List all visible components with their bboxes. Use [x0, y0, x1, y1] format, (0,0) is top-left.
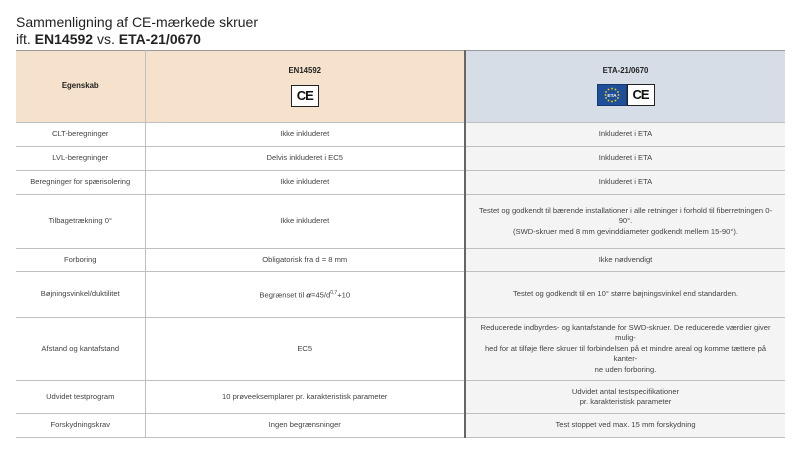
- row-en-value: Delvis inkluderet i EC5: [145, 147, 465, 171]
- title-vs: vs.: [96, 31, 115, 47]
- table-row: [16, 123, 785, 147]
- table-row: [16, 147, 785, 171]
- row-property: Forskydningskrav: [16, 414, 145, 438]
- title-standard-en: EN14592: [34, 31, 94, 47]
- table-row: [16, 195, 785, 249]
- title-line-1: Sammenligning af CE-mærkede skruer: [16, 14, 258, 30]
- table-header-row: [16, 51, 785, 123]
- row-property: CLT-beregninger: [16, 123, 145, 147]
- eta-text-line: (SWD-skruer med 8 mm gevinddiameter godkendt mellem 15-90°).: [512, 226, 739, 236]
- row-en-value: Ikke inkluderet: [145, 123, 465, 147]
- table-row: [16, 318, 785, 381]
- row-eta-value: [465, 381, 785, 414]
- eta-text-line: pr. karakteristisk parameter: [579, 397, 672, 406]
- ce-mark-icon-eta: CE: [627, 84, 655, 106]
- table-row: [16, 414, 785, 438]
- header-property: Egenskab: [16, 51, 145, 123]
- title-prefix: ift.: [16, 31, 31, 47]
- eta-eu-flag-icon: [597, 84, 627, 106]
- row-property: Forboring: [16, 249, 145, 272]
- row-eta-value: Inkluderet i ETA: [465, 123, 785, 147]
- title-standard-eta: ETA-21/0670: [118, 31, 201, 47]
- row-eta-value: Inkluderet i ETA: [465, 171, 785, 195]
- row-property: Afstand og kantafstand: [16, 318, 145, 381]
- page-title: [16, 14, 258, 48]
- eta-text-line: Testet og godkendt til bærende installationer i alle retninger i forhold til fiberretningen 0-90°.: [479, 205, 772, 226]
- eta-text-line: Reducerede indbyrdes- og kantafstande for SWD-skruer. De reducerede værdier giver mulig-: [480, 322, 771, 343]
- alpha-symbol: α: [306, 290, 312, 300]
- row-property: Bøjningsvinkel/duktilitet: [16, 272, 145, 318]
- title-line-2: [16, 31, 258, 48]
- eta-text-line: ne uden forboring.: [594, 364, 657, 374]
- row-eta-value: Testet og godkendt til en 10° større bøjningsvinkel end standarden.: [465, 272, 785, 318]
- header-eta-label: ETA-21/0670: [602, 65, 649, 75]
- table-row: [16, 381, 785, 414]
- row-eta-value: Ikke nødvendigt: [465, 249, 785, 272]
- row-eta-value: [465, 195, 785, 249]
- eta-text-line: Udvidet antal testspecifikationer: [571, 386, 680, 396]
- row-en-value: Ikke inkluderet: [145, 195, 465, 249]
- row-eta-value: [465, 318, 785, 381]
- row-eta-value: Test stoppet ved max. 15 mm forskydning: [465, 414, 785, 438]
- row-en-value: Ikke inkluderet: [145, 171, 465, 195]
- row-eta-value: Inkluderet i ETA: [465, 147, 785, 171]
- row-en-value: EC5: [145, 318, 465, 381]
- row-property: Beregninger for spærisolering: [16, 171, 145, 195]
- table-row: [16, 249, 785, 272]
- table-row: [16, 272, 785, 318]
- table-row: [16, 171, 785, 195]
- eta-text-line: hed for at tilføje flere skruer til forbindelsen på et mindre areal og komme tættere på kanter-: [484, 343, 767, 364]
- row-property: Tilbagetrækning 0°: [16, 195, 145, 249]
- row-property: Udvidet testprogram: [16, 381, 145, 414]
- svg-text:ETA: ETA: [606, 93, 617, 99]
- row-en-value: Begrænset til $\alpha=45/d^{0,7}+10$: [145, 272, 465, 318]
- ce-mark-icon: CE: [291, 85, 319, 107]
- row-en-value: Obligatorisk fra d = 8 mm: [145, 249, 465, 272]
- header-en14592-label: EN14592: [288, 66, 321, 76]
- comparison-table: [16, 50, 785, 438]
- header-eta: [465, 51, 785, 123]
- row-en-value: Ingen begrænsninger: [145, 414, 465, 438]
- row-property: LVL-beregninger: [16, 147, 145, 171]
- row-en-value: 10 prøveeksemplarer pr. karakteristisk parameter: [145, 381, 465, 414]
- header-en14592: [145, 51, 465, 123]
